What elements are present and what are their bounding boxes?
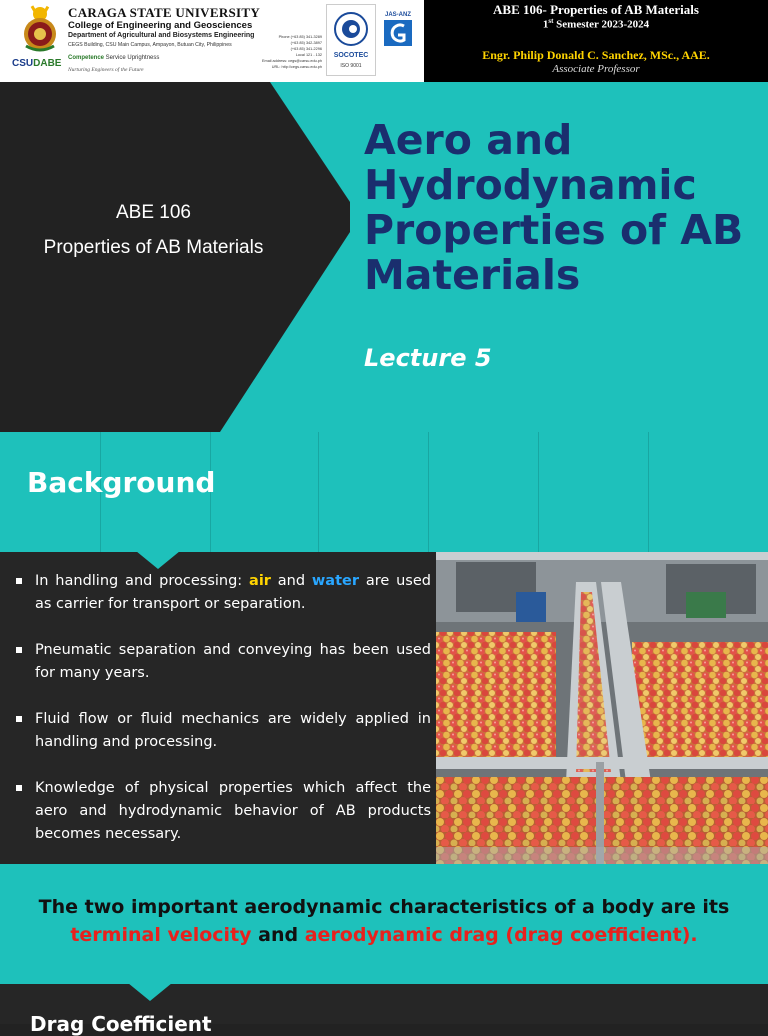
jas-anz-icon bbox=[378, 4, 418, 74]
panel-notch bbox=[136, 551, 180, 571]
keyword-air: air bbox=[249, 573, 271, 589]
socotec-certification-badge bbox=[326, 4, 376, 76]
course-title: ABE 106- Properties of AB Materials bbox=[493, 2, 699, 17]
apple-processing-photo bbox=[436, 552, 768, 864]
university-name: CARAGA STATE UNIVERSITY bbox=[68, 5, 261, 20]
course-name: Properties of AB Materials bbox=[43, 237, 264, 258]
college-name: College of Engineering and Geosciences bbox=[68, 20, 253, 31]
university-seal-icon bbox=[20, 4, 60, 54]
grid-line bbox=[318, 432, 319, 552]
section-heading: Background bbox=[27, 466, 216, 499]
lecture-title: Aero and Hydrodynamic Properties of AB Materials bbox=[364, 116, 744, 299]
panel-notch bbox=[128, 983, 172, 1003]
keyword-water: water bbox=[311, 573, 359, 589]
title-slide bbox=[0, 82, 768, 432]
department-name: Department of Agricultural and Biosystems Engineering bbox=[68, 32, 255, 39]
course-code: ABE 106 bbox=[116, 202, 191, 223]
key-statement: The two important aerodynamic characteristics of a body are its terminal velocity and aerodynamic drag (drag coefficient). bbox=[38, 896, 730, 946]
grid-line bbox=[428, 432, 429, 552]
term-terminal-velocity: terminal velocity bbox=[70, 924, 252, 946]
bullet-item: Pneumatic separation and conveying has been used for many years. bbox=[14, 639, 431, 685]
grid-line bbox=[648, 432, 649, 552]
instructor-name: Engr. Philip Donald C. Sanchez, MSc., AAE. bbox=[482, 48, 710, 62]
lecture-number: Lecture 5 bbox=[364, 344, 492, 372]
tagline: Nurturing Engineers of the Future bbox=[68, 67, 144, 73]
contact-info: Phone (+63 85) 341-3289 (+63 85) 342-3897 (+63 85) 341-2296 Local 121 - 132 Email address: cegs@carsu.edu.ph URL: http://cegs.carsu.edu.ph bbox=[262, 35, 322, 69]
certification-icon bbox=[327, 5, 375, 75]
semester: 1st Semester 2023-2024 bbox=[542, 17, 650, 31]
cert-label: SOCOTEC bbox=[333, 52, 369, 59]
address: CEGS Building, CSU Main Campus, Ampayon, Butuan City, Philippines bbox=[68, 42, 232, 48]
bullet-list bbox=[14, 570, 431, 869]
grid-line bbox=[538, 432, 539, 552]
bullet-item: Knowledge of physical properties which affect the aero and hydrodynamic behavior of AB products becomes necessary. bbox=[14, 777, 431, 846]
instructor-rank: Associate Professor bbox=[552, 63, 640, 75]
csu-dabe-logo-text: CSUDABE bbox=[12, 58, 62, 69]
bullet-item: In handling and processing: air and water are used as carrier for transport or separation. bbox=[14, 570, 431, 616]
next-slide-heading: Drag Coefficient bbox=[30, 1012, 212, 1036]
jas-anz-label: JAS-ANZ bbox=[384, 12, 412, 18]
term-aerodynamic-drag: aerodynamic drag (drag coefficient). bbox=[304, 924, 698, 946]
jas-anz-badge bbox=[378, 4, 418, 74]
cert-sub: ISO 9001 bbox=[340, 63, 362, 69]
bullet-item: Fluid flow or fluid mechanics are widely applied in handling and processing. bbox=[14, 708, 431, 754]
motto: Competence Service Uprightness bbox=[68, 55, 160, 61]
